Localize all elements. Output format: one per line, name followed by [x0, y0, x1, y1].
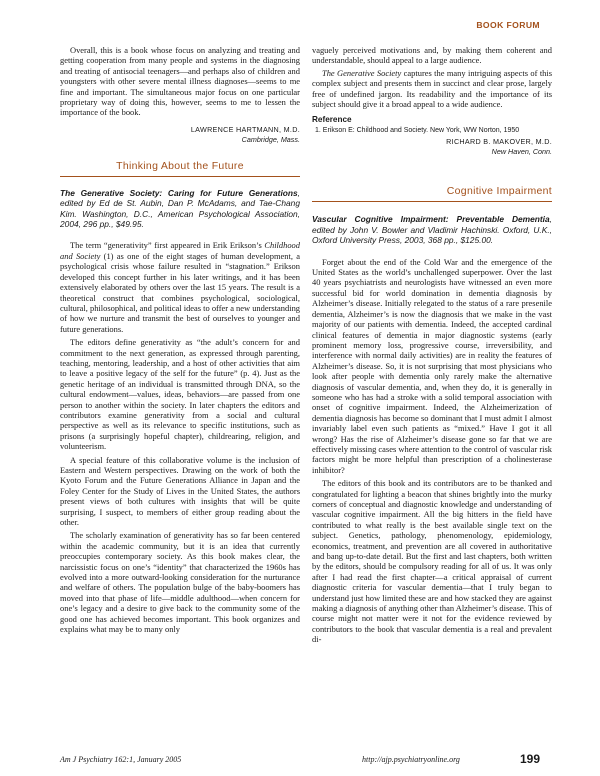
book-details: , edited by John V. Bowler and Vladimir Hachinski. Oxford, U.K., Oxford University Press, 2003, 368 pp., $125.00. — [312, 214, 552, 246]
review-paragraph: The scholarly examination of generativity has so far been centered within the academic community, but it is an idea that currently preoccupies contemporary society. As this book makes clear, the narcissistic focus on one’s “identity” that characterized the 1960s has evolved into a more outward-looking consideration for the nurturance and welfare of others. The population bulge of the baby-boomers has moved into that phase of life—middle adulthood—when concern for one’s legacy and a desire to give back to the community some of the good one has achieved becomes important. This book organizes and explains what may be to many only — [60, 530, 300, 635]
cited-book-title: Childhood and Society — [60, 240, 300, 261]
reference-item: 1. Erikson E: Childhood and Society. New York, WW Norton, 1950 — [315, 127, 520, 135]
book-title: The Generative Society: Caring for Future Generations — [60, 187, 298, 198]
journal-citation: Am J Psychiatry 162:1, January 2005 — [60, 755, 182, 764]
page-number: 199 — [519, 752, 540, 766]
review-paragraph: The editors define generativity as “the adult’s concern for and commitment to the next generation, as expressed through parenting, teaching, mentoring, leadership, and a host of other activities that aim to leave a positive legacy of the self for the future” (p. 4). Just as the genetic heritage of an individual is transmitted through DNA, so the cultural endowment—values, ideas, behaviors—are passed from one person to another within the society. In later chapters the editors and contributors examine generativity from a social and cultural perspective as well as its relevance to specific institutions, such as prisons (a surprisingly hopeful chapter), childrearing, religion, and volunteerism. — [60, 337, 300, 452]
reviewer-name: RICHARD B. MAKOVER, M.D. — [446, 137, 552, 147]
reviewer-signature — [312, 137, 552, 157]
section-heading: Cognitive Impairment — [312, 181, 552, 202]
reviewer-place: New Haven, Conn. — [491, 147, 552, 157]
section-heading: Thinking About the Future — [60, 156, 300, 177]
book-title: Vascular Cognitive Impairment: Preventable Dementia — [312, 214, 550, 225]
journal-url[interactable]: http://ajp.psychiatryonline.org — [362, 755, 460, 764]
review-paragraph: The editors of this book and its contributors are to be thanked and congratulated for lighting a beacon that shines brightly into the murky corners of conceptual and diagnostic knowledge and understanding of vascular cognitive impairment. All the big hitters in the field have contributed to what really is the best available single text on the subject. Genetics, pathology, phenomenology, epidemiology, economics, treatment, and prevention are all covered in authoritative and bang up-to-date detail. But the first and last chapters, both written by the editors, should be compulsory reading for all of us. It was only after I had read the first chapter—a critical appraisal of current diagnostic criteria for vascular dementia—that I truly began to understand just how limited these are and how stacked they are against making a diagnosis of anything other than Alzheimer’s disease. This of course might not matter were it not for the evidence reviewed by contributors to the book that vascular dementia is a real and prevalent di- — [312, 478, 552, 645]
review-paragraph: The Generative Society captures the many intriguing aspects of this complex subject and presents them in succinct and clear prose, largely free of undefined jargon. Its readability and the importance of its subject should give it a broad appeal to a wide audience. — [312, 67, 553, 110]
review-paragraph: Forget about the end of the Cold War and the emergence of the United States as the world’s unchallenged superpower. Over the last 40 years psychiatrists and neurologists have witnessed an even more successful bid for world domination in dementia diagnosis by Alzheimer’s disease. Initially relegated to the status of a rare presenile dementia, Alzheimer’s is now the diagnosis that we make in the vast majority of our patients with dementia. Indeed, the accepted cardinal clinical features of dementia in major diagnostic systems (early prominent memory loss, progressive course, irreversibility, and interference with normal daily activities) are in reality the features of Alzheimer’s disease. So, it is not surprising that most physicians who look after people with dementia only rarely make the alternative diagnosis of vascular dementia, and, when they do, it is generally in someone who has had a stroke with a solid temporal association with onset of cognitive impairment. Indeed, the Alzheimerization of dementia diagnosis has become so dominant that I must admit I almost invariably label even such patients as “mixed.” Have I got it all wrong? Has the rise of Alzheimer’s disease gone so far that we are effectively missing cases where attention to the control of vascular risk factors might be more helpful than prescription of a cholinesterase inhibitor? — [312, 256, 552, 475]
reviewer-name: LAWRENCE HARTMANN, M.D. — [190, 124, 300, 134]
review-paragraph: A special feature of this collaborative volume is the inclusion of Eastern and Western perspectives. Drawing on the work of both the Kyoto Forum and the Future Generations Alliance in Japan and the Foley Center for the Study of Lives in the United States, the authors present views of both cultures with insights that will be quite surprising, I suspect, to members of either group reading about the other. — [60, 454, 300, 528]
reference-heading: Reference — [312, 115, 352, 125]
review-paragraph: The term “generativity” first appeared in Erik Erikson’s Childhood and Society (1) as one of the eight stages of human development, a psychological crisis whose failure resulted in “stagnation.” Erikson developed this concept further in his later writings, and it has been extensively elaborated by others over the last 15 years. The result is a theoretical construct that combines psychological, sociological, cultural, philosophical, and political ideas to offer a new understanding of how we nurture and transmit the best of ourselves to younger and future generations. — [60, 240, 301, 334]
left-column — [60, 45, 300, 635]
cited-book-title: The Generative Society — [322, 67, 402, 78]
book-reference — [60, 188, 300, 230]
book-reference — [312, 214, 552, 245]
right-column — [312, 45, 552, 645]
reviewer-signature — [60, 125, 300, 145]
intro-paragraph: Overall, this is a book whose focus on analyzing and treating and getting cooperation from many people and systems in the diagnosing and treating of antisocial teenagers—and perhaps also of children and youngsters with other severe mental illness diagnoses—seems to me fine and important. The simultaneous major focus on one particular proprietary way of doing this, however, seems to me to lessen the importance of the book. — [60, 45, 300, 118]
reviewer-place: Cambridge, Mass. — [241, 134, 300, 144]
section-label: BOOK FORUM — [476, 20, 540, 30]
review-paragraph-continued: vaguely perceived motivations and, by making them coherent and understandable, should appeal to a large audience. — [312, 45, 552, 66]
book-details: , edited by Ed de St. Aubin, Dan P. McAdams, and Tae-Chang Kim. Washington, D.C., American Psychological Association, 2004, 296 pp., $49.95. — [60, 187, 300, 230]
